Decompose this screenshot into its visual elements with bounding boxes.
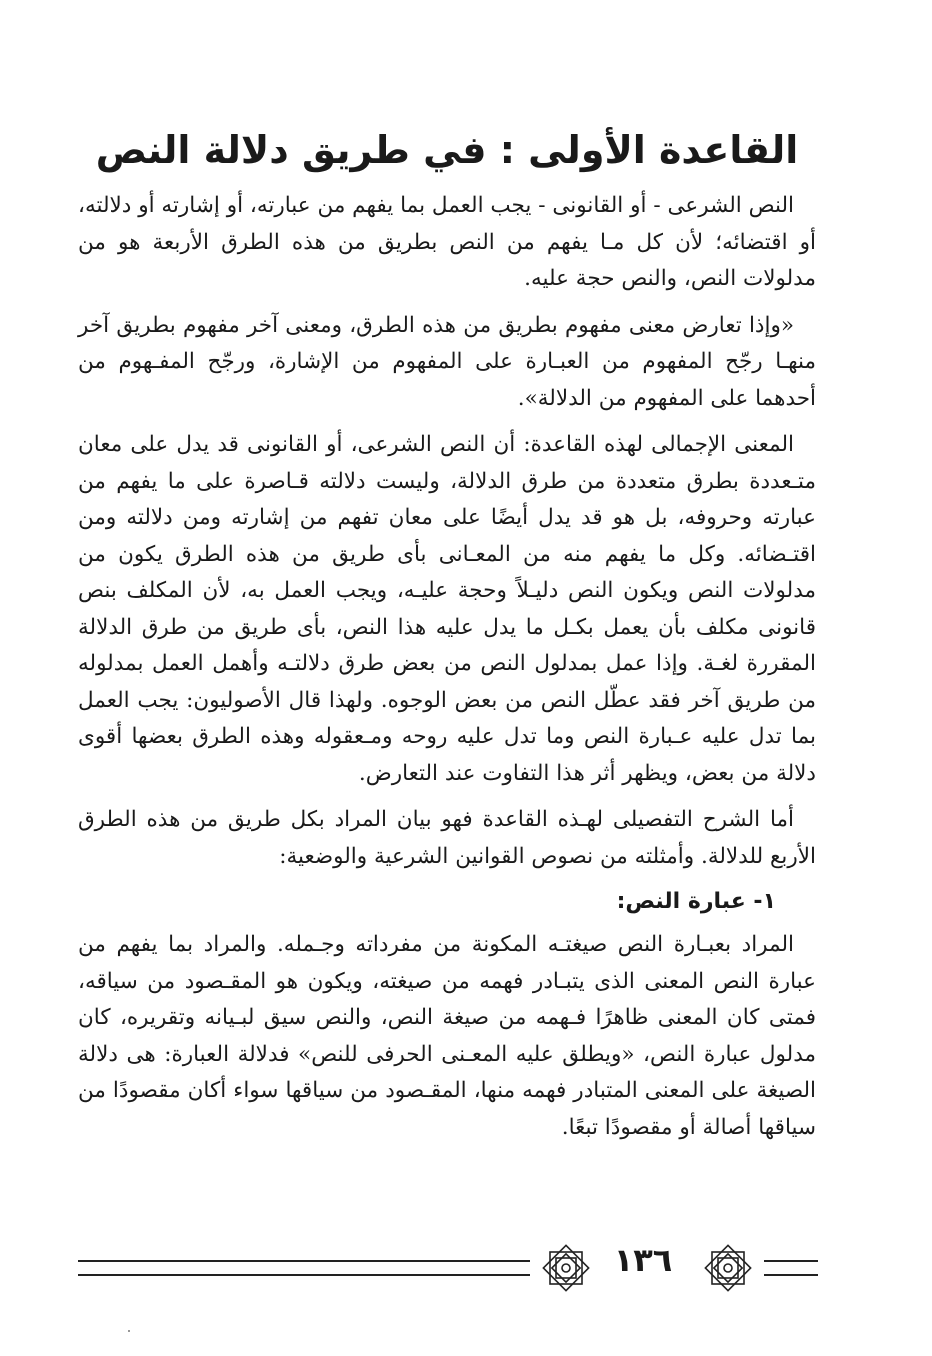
footer-rule-bottom-left (78, 1274, 530, 1276)
section-heading: ١- عبارة النص: (616, 889, 776, 914)
page-title: القاعدة الأولى : في طريق دلالة النص (95, 128, 799, 172)
paragraph-2: «وإذا تعارض معنى مفهوم بطريق من هذه الطرق، ومعنى آخر مفهوم بطريق آخر منهـا رجّح المفهوم من العبـارة على المفهوم من الإشارة، ورجّح المفـهوم من أحدهما على المفهوم من الدلالة». (78, 312, 816, 411)
paragraph-1: النص الشرعى - أو القانونى - يجب العمل بما يفهم من عبارته، أو إشارته أو دلالته، أو اقتضائه؛ لأن كل مـا يفهم من النص بطريق من هذه الطرق الأربعة هو من مدلولات النص، والنص حجة عليه. (78, 193, 816, 291)
section-paragraph: المراد بعبـارة النص صيغتـه المكونة من مفرداته وجـمله. والمراد بما يفهم من عبارة النص المعنى الذى يتبـادر فهمه من صيغته، ويكون هو المقـصود من سياقه، فمتى كان المعنى ظاهرًا فـهمه من صيغة النص، والنص سيق لبـيانه وتقريره، كان مدلول عبارة النص، «ويطلق عليه المعـنى الحرفى للنص» فدلالة العبارة: هى دلالة الصيغة على المعنى المتبادر فهمه منها، المقـصود من سياقها سواء أكان مقصودًا من سياقها أصالة أو مقصودًا تبعًا. (78, 932, 816, 1140)
paragraph-3: المعنى الإجمالى لهذه القاعدة: أن النص الشرعى، أو القانونى قد يدل على معان متـعددة بطرق متعددة من طرق الدلالة، وليست دلالته قـاصرة على ما يفهم من عبارته وحروفه، بل هو قد يدل أيضًا على معان تفهم من إشارته ومن دلالته ومن اقتـضائه. وكل ما يفهم منه من المعـانى بأى طريق من هذه الطرق يكون من مدلولات النص ويكون النص دليـلاً وحجة عليـه، ويجب العمل به، لأن المكلف بنص قانونى مكلف بأن يعمل بكـل ما يدل عليه هذا النص، بأى طريق من طرق الدلالة المقررة لغـة. وإذا عمل بمدلول النص من بعض طرق دلالتـه وأهمل العمل بمدلوله من طريق آخر فقد عطّل النص من بعض الوجوه. ولهذا قال الأصوليون: يجب العمل بما تدل عليه عـبارة النص وما تدل عليه روحه ومـعقوله وهذه الطرق بعضها أقوى دلالة من بعض، ويظهر أثر هذا التفاوت عند التعارض. (78, 432, 816, 786)
footer-rule-bottom-right (764, 1274, 818, 1276)
ornament-star-icon-right (698, 1238, 758, 1298)
footer-rule-top-left (78, 1260, 530, 1262)
ornament-star-icon-left (536, 1238, 596, 1298)
page-body (78, 120, 816, 1156)
scan-speck (128, 1330, 130, 1332)
paragraph-4: أما الشرح التفصيلى لهـذه القاعدة فهو بيان المراد بكل طريق من هذه الطرق الأربع للدلالة. وأمثلته من نصوص القوانين الشرعية والوضعية: (78, 807, 816, 869)
page-footer (78, 1238, 818, 1298)
footer-rule-top-right (764, 1260, 818, 1262)
page-number: ١٣٦ (613, 1241, 673, 1279)
